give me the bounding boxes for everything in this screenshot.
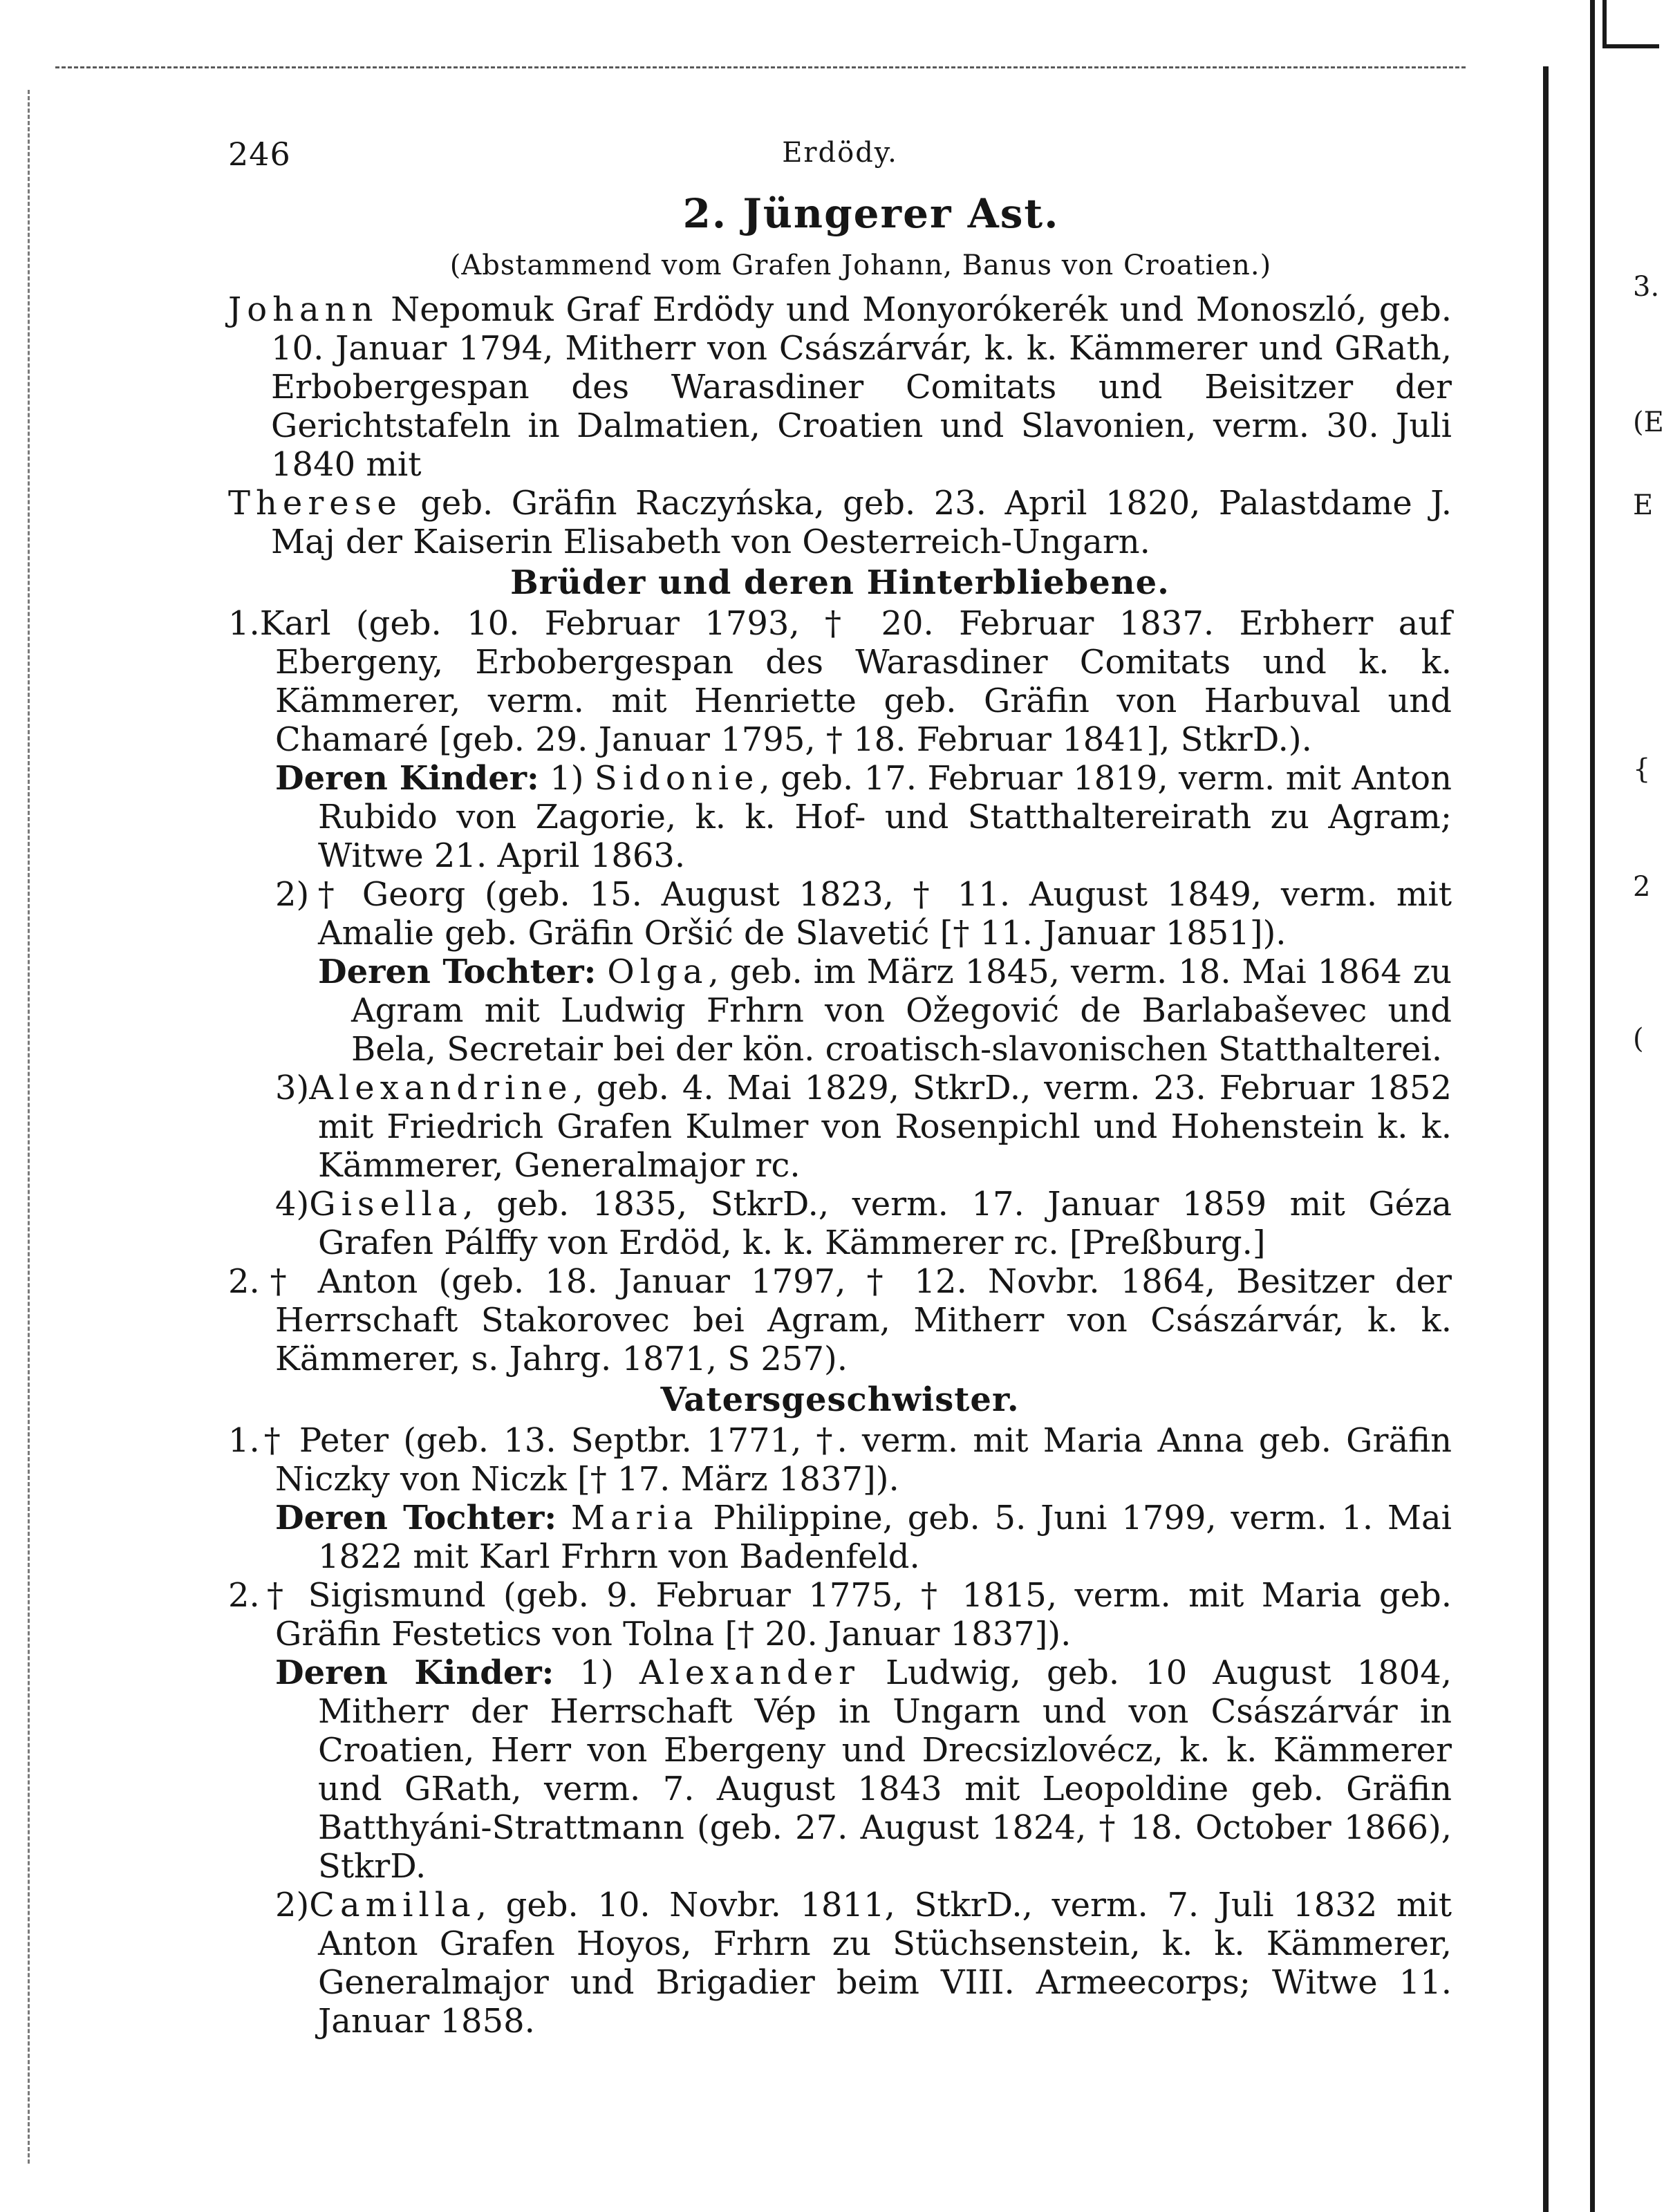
left-border-artifact — [28, 90, 30, 2164]
head-name: Johann — [228, 290, 379, 329]
child-entry — [275, 1069, 1452, 1185]
top-border-artifact — [55, 66, 1466, 68]
item-number: 1. — [228, 1421, 260, 1460]
item-number: 1. — [228, 604, 260, 643]
next-page-fragment: E — [1633, 489, 1654, 521]
child-text: † Georg (geb. 15. August 1823, † 11. August 1849, verm. mit Amalie geb. Gräfin Oršić de Slavetić [† 11. Januar 1851]). — [309, 875, 1452, 953]
grandchild-entry — [318, 953, 1452, 1069]
child-name: Gisella — [309, 1185, 463, 1224]
child-text: Philippine, geb. 5. Juni 1799, verm. 1. Mai 1822 mit Karl Frhrn von Badenfeld. — [318, 1499, 1452, 1576]
section-heading-brothers: Brüder und deren Hinterbliebene. — [510, 563, 1170, 602]
spouse-entry — [228, 484, 1452, 561]
head-entry — [228, 290, 1452, 484]
item-text: † Peter (geb. 13. Septbr. 1771, †. verm. mit Maria Anna geb. Gräfin Niczky von Niczk [† 17. März 1837]). — [259, 1421, 1452, 1499]
next-page-fragment: ( — [1633, 1023, 1644, 1055]
child-number: 1) — [579, 1653, 614, 1692]
child-number: 1) — [550, 759, 584, 798]
child-text: , geb. 1835, StkrD., verm. 17. Januar 1859 mit Géza Grafen Pálffy von Erdöd, k. k. Kämmerer rc. [Preßburg.] — [318, 1185, 1452, 1262]
child-name: Alexander — [639, 1653, 860, 1692]
child-name: Sidonie — [594, 759, 760, 798]
next-page-fragment: 3. — [1633, 271, 1660, 303]
next-page-fragment: 2 — [1633, 871, 1651, 903]
page-header — [228, 124, 1452, 187]
corner-bracket-artifact — [1602, 0, 1659, 48]
child-name: Maria — [570, 1499, 699, 1537]
child-name: Camilla — [309, 1886, 476, 1924]
child-name: Alexandrine — [309, 1069, 573, 1107]
child-number: 4) — [275, 1185, 310, 1224]
children-entry — [228, 1499, 1452, 1576]
child-text: , geb. 10. Novbr. 1811, StkrD., verm. 7. Juli 1832 mit Anton Grafen Hoyos, Frhrn zu Stüchsenstein, k. k. Kämmerer, Generalmajor und Brigadier beim VIII. Armeecorps; Witwe 11. Januar 1858. — [318, 1886, 1452, 2041]
children-entry — [228, 1653, 1452, 1886]
section-subtitle: (Abstammend vom Grafen Johann, Banus von Croatien.) — [449, 250, 1272, 281]
item-number: 2. — [228, 1262, 260, 1301]
list-item — [228, 1576, 1452, 1653]
children-label: Deren Tochter: — [275, 1499, 557, 1537]
child-entry — [275, 1185, 1452, 1262]
item-text: † Anton (geb. 18. Januar 1797, † 12. Novbr. 1864, Besitzer der Herrschaft Stakorovec bei Agram, Mitherr von Császárvár, k. k. Kämmerer, s. Jahrg. 1871, S 257). — [259, 1262, 1452, 1378]
list-item — [228, 604, 1452, 759]
section-title: 2. Jüngerer Ast. — [682, 190, 1060, 237]
section-heading-uncles: Vatersgeschwister. — [660, 1380, 1020, 1419]
grandchild-label: Deren Tochter: — [318, 953, 597, 991]
page-content — [228, 124, 1452, 2041]
grandchild-name: Olga — [607, 953, 709, 991]
running-head: Erdödy. — [782, 137, 898, 169]
child-number: 2) — [275, 1886, 310, 1924]
page-gutter-line — [1543, 66, 1549, 2212]
next-page-fragment: (E — [1633, 406, 1664, 438]
child-text: , geb. 4. Mai 1829, StkrD., verm. 23. Februar 1852 mit Friedrich Grafen Kulmer von Rosenpichl und Hohenstein k. k. Kämmerer, Generalmajor rc. — [318, 1069, 1452, 1185]
child-text: , geb. 17. Februar 1819, verm. mit Anton Rubido von Zagorie, k. k. Hof- und Statthaltereirath zu Agram; Witwe 21. April 1863. — [318, 759, 1452, 875]
child-entry — [275, 1886, 1452, 2041]
item-text: Karl (geb. 10. Februar 1793, † 20. Februar 1837. Erbherr auf Ebergeny, Erbobergespan des Warasdiner Comitats und k. k. Kämmerer, verm. mit Henriette geb. Gräfin von Harbuval und Chamaré [geb. 29. Januar 1795, † 18. Februar 1841], StkrD.). — [259, 604, 1452, 759]
spouse-name: Therese — [228, 484, 402, 523]
child-entry — [275, 875, 1452, 953]
child-text: Ludwig, geb. 10 August 1804, Mitherr der Herrschaft Vép in Ungarn und von Császárvár in Croatien, Herr von Ebergeny und Drecsizlovécz, k. k. Kämmerer und GRath, verm. 7. August 1843 mit Leopoldine geb. Gräfin Batthyáni-Strattmann (geb. 27. August 1824, † 18. October 1866), StkrD. — [318, 1653, 1452, 1886]
list-item — [228, 1421, 1452, 1499]
page-number: 246 — [228, 135, 291, 173]
children-label: Deren Kinder: — [275, 759, 539, 798]
item-number: 2. — [228, 1576, 260, 1615]
spouse-text: geb. Gräfin Raczyńska, geb. 23. April 1820, Palastdame J. Maj der Kaiserin Elisabeth von Oesterreich-Ungarn. — [271, 484, 1452, 561]
head-text: Nepomuk Graf Erdödy und Monyorókerék und Monoszló, geb. 10. Januar 1794, Mitherr von Császárvár, k. k. Kämmerer und GRath, Erbobergespan des Warasdiner Comitats und Beisitzer der Gerichtstafeln in Dalmatien, Croatien und Slavonien, verm. 30. Juli 1840 mit — [271, 290, 1452, 484]
children-entry — [228, 759, 1452, 875]
child-number: 3) — [275, 1069, 310, 1107]
next-page-fragment: { — [1633, 753, 1651, 785]
grandchild-text: , geb. im März 1845, verm. 18. Mai 1864 zu Agram mit Ludwig Frhrn von Ožegović de Barlabaševec und Bela, Secretair bei der kön. croatisch-slavonischen Statthalterei. — [351, 953, 1452, 1069]
child-number: 2) — [275, 875, 310, 914]
next-page-edge-line — [1590, 0, 1595, 2212]
list-item — [228, 1262, 1452, 1378]
item-text: † Sigismund (geb. 9. Februar 1775, † 1815, verm. mit Maria geb. Gräfin Festetics von Tolna [† 20. Januar 1837]). — [259, 1576, 1452, 1653]
children-label: Deren Kinder: — [275, 1653, 554, 1692]
